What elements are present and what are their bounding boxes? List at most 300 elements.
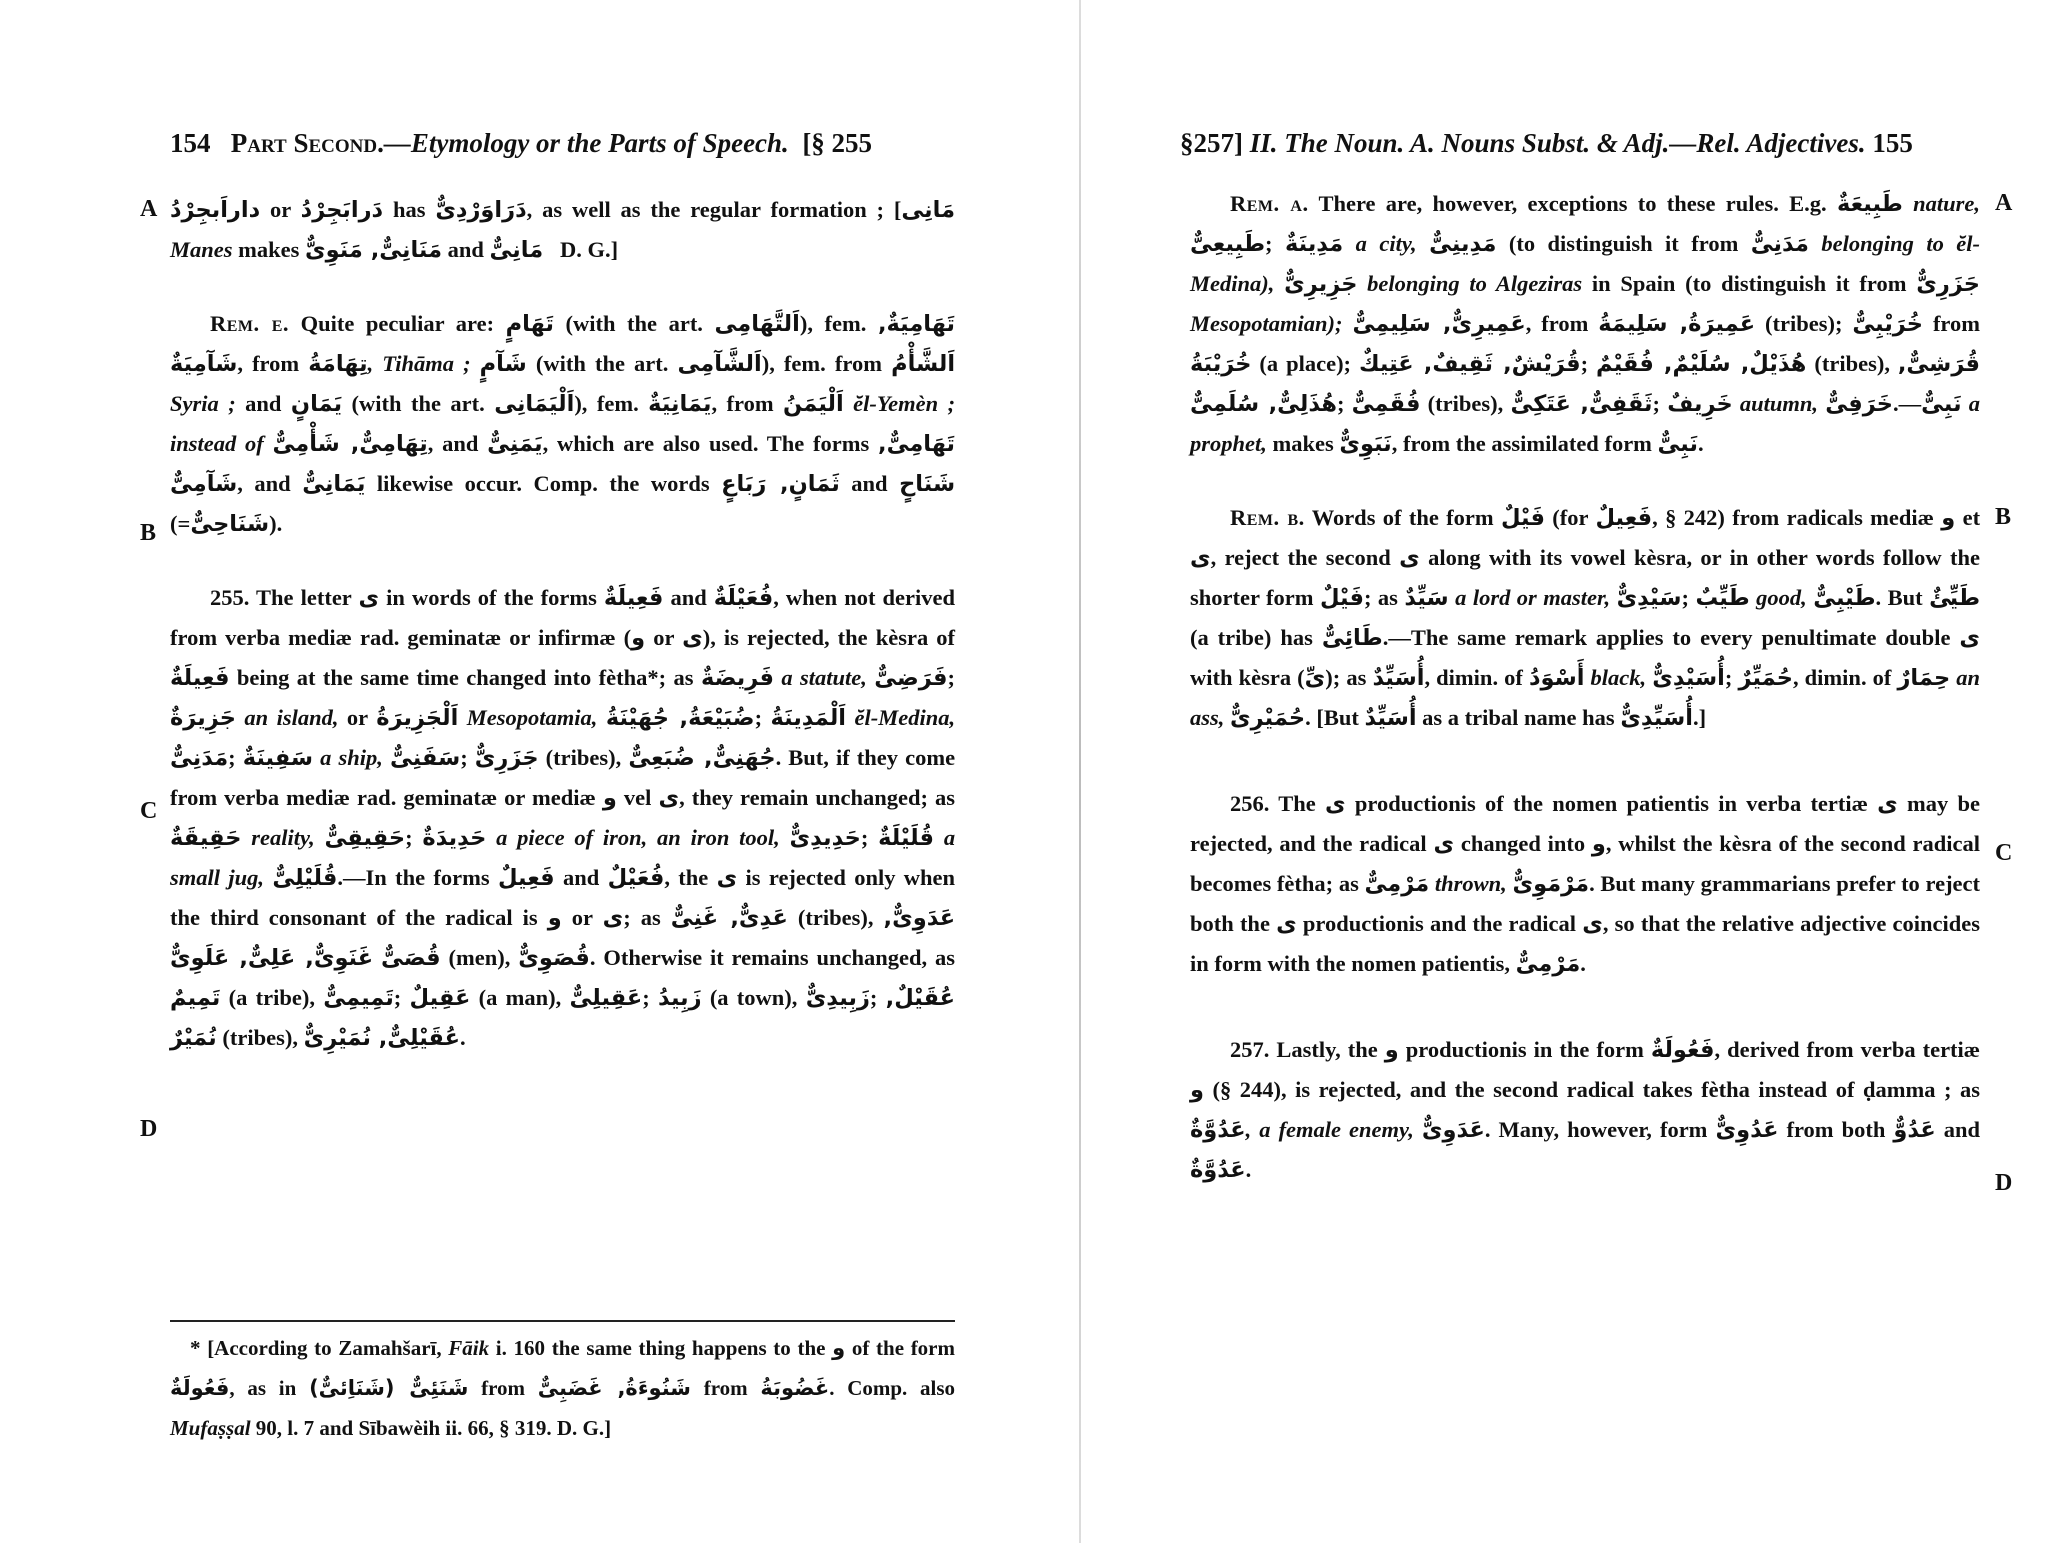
text: with kèsra ( <box>1190 665 1305 690</box>
arabic-word: مَرْمِىٌّ <box>1515 951 1581 977</box>
arabic-word: و <box>1941 505 1956 531</box>
arabic-word: دَرابَجِرْدُ <box>300 197 384 223</box>
text: . <box>460 1025 466 1050</box>
text: [ <box>893 197 902 222</box>
text: and <box>447 237 484 262</box>
text: . But many grammarians prefer to reject both the <box>1190 871 1981 936</box>
arabic-word: حَقِيقِىٌّ <box>324 825 406 851</box>
text: . <box>1580 951 1586 976</box>
arabic-word: تَهَامٍ <box>505 311 554 337</box>
arabic-word: اَلشَّآمِى <box>677 351 762 377</box>
arabic-word: ى <box>1582 911 1603 937</box>
text: . Comp. also <box>829 1376 956 1400</box>
arabic-word: حَقِيقَةٌ <box>170 825 242 851</box>
text: , <box>1525 311 1532 336</box>
arabic-word: ى <box>1399 545 1420 571</box>
text: , when not derived from verba mediæ rad. geminatæ or infirmæ ( <box>170 585 956 650</box>
margin-letter-d: D <box>1995 1170 2013 1196</box>
text: ; <box>393 985 402 1010</box>
text: ; <box>754 705 763 730</box>
text: , § 242) from radicals mediæ <box>1652 505 1934 530</box>
text: or <box>346 705 368 730</box>
section-257 <box>1190 1030 1980 1190</box>
margin-letter-a: A <box>1995 190 2013 216</box>
arabic-word: سَيِّدٌ <box>1404 585 1449 611</box>
text: may be rejected, and the radical <box>1190 791 1981 856</box>
arabic-word: جَزِيرِىٌّ <box>1284 271 1358 297</box>
arabic-word: جَزِيرَةٌ <box>170 705 236 731</box>
text: (a man), <box>478 985 562 1010</box>
text: . Many, however, form <box>1484 1117 1708 1142</box>
text: ), fem. <box>574 391 639 416</box>
arabic-word: مَرْمِىٌّ <box>1364 871 1430 897</box>
arabic-word: عُقَيْلٌ, نُمَيْرٌ <box>170 985 956 1051</box>
arabic-word: عَدُوِىٌّ <box>1715 1117 1779 1143</box>
text: ; <box>1681 585 1689 610</box>
remark-label: Rem. a. <box>1230 191 1309 216</box>
arabic-word: طَبِيعَةٌ <box>1836 191 1903 217</box>
text: good, <box>1756 585 1807 610</box>
arabic-word: نَبِىٌّ <box>1921 391 1962 417</box>
text: (men), <box>448 945 511 970</box>
arabic-word: خَرِيفٌ <box>1667 391 1733 417</box>
text: i. 160 the same thing happens to the <box>495 1336 826 1360</box>
text: thrown, <box>1434 871 1507 896</box>
text: ), fem. <box>799 311 867 336</box>
text: , a female enemy, <box>1245 1117 1414 1142</box>
text: changed into <box>1460 831 1586 856</box>
arabic-word: عَدِىٌّ, غَنِىٌّ <box>670 905 788 931</box>
text: or <box>571 905 593 930</box>
arabic-word: ىِّ <box>1304 665 1326 691</box>
head-section: [§ 255 <box>802 128 873 158</box>
arabic-word: مَدِينِىٌّ <box>1429 231 1497 257</box>
arabic-word: أُسَيِّدٌ <box>1372 665 1425 691</box>
text: . Otherwise it remains unchanged, as <box>589 945 956 970</box>
text: autumn, <box>1739 391 1819 416</box>
text: ); as <box>1325 665 1367 690</box>
text: has <box>392 197 426 222</box>
text: (tribes); <box>1765 311 1843 336</box>
text: from <box>834 351 882 376</box>
arabic-word: فَرَضِىٌّ <box>874 665 948 691</box>
arabic-word: عَدَوِىٌّ, غَنَوِىٌّ, عَلِىٌّ, عَلَوِىٌّ <box>170 905 956 971</box>
arabic-word: طَيِّبٌ <box>1695 585 1750 611</box>
text: , they remain unchanged; as <box>679 785 956 810</box>
arabic-word: تَمِيمِىٌّ <box>323 985 394 1011</box>
arabic-word: ى <box>1190 545 1211 571</box>
margin-letter-b: B <box>140 520 157 546</box>
text: belonging to ĕl-Medina), <box>1190 231 1981 296</box>
text: , dimin. of <box>1792 665 1892 690</box>
text: ; <box>1580 351 1589 376</box>
text: ; as <box>1363 585 1398 610</box>
text: . <box>1697 431 1704 456</box>
section-255 <box>170 578 955 1058</box>
arabic-word: خُرَيْبِىٌّ <box>1852 311 1924 337</box>
text: ; <box>642 985 650 1010</box>
arabic-word: عَمِيرِىٌّ, سَلِيمِىٌّ <box>1352 311 1526 337</box>
arabic-word: و <box>1190 1077 1204 1103</box>
text: being at the same time changed into fètha*; <box>236 665 667 690</box>
text: as a tribal name has <box>1422 705 1615 730</box>
text: , and <box>427 431 479 456</box>
arabic-word: فُعَيْلٌ <box>607 865 665 891</box>
text: , derived from verba tertiæ <box>1714 1037 1981 1062</box>
arabic-word: فَعِيلَةٌ <box>170 665 230 691</box>
arabic-word: و <box>547 905 562 931</box>
text: in words of the forms <box>386 585 597 610</box>
arabic-word: اَلْيَمَنُ <box>783 391 844 417</box>
section-256 <box>1190 784 1980 984</box>
text: Mesopotamia, <box>466 705 598 730</box>
arabic-word: طَيْبِىٌّ <box>1813 585 1876 611</box>
text: makes <box>1272 431 1334 456</box>
arabic-word: مَدَنِىٌّ <box>170 745 229 771</box>
text: Quite peculiar are: <box>300 311 495 336</box>
head-title: II. The Noun. A. Nouns Subst. & Adj.—Rel. Adjectives. <box>1249 128 1866 158</box>
text: ; <box>1724 665 1733 690</box>
arabic-word: و <box>1591 831 1606 857</box>
arabic-word: تَهَامِىٌّ, شَآمِىٌّ <box>170 431 956 497</box>
text: ĕl-Medina, <box>854 705 956 730</box>
text: ; <box>1652 391 1660 416</box>
arabic-word: خُرَيْبَةُ <box>1190 351 1252 377</box>
margin-letter-b: B <box>1995 504 2012 530</box>
arabic-word: ى <box>1324 791 1346 817</box>
remark-label: Rem. e. <box>210 311 290 336</box>
text: ; <box>947 665 956 690</box>
arabic-word: نَبَوِىٌّ <box>1339 431 1392 457</box>
text: ; <box>1336 391 1345 416</box>
arabic-word: مَانِى <box>901 197 955 223</box>
arabic-word: مَدَنِىٌّ <box>1750 231 1809 257</box>
footnote <box>170 1328 955 1448</box>
text: (for <box>1552 505 1589 530</box>
text: in Spain (to distinguish it from <box>1591 271 1907 296</box>
text: , from <box>711 391 774 416</box>
arabic-word: اَلْيَمَانِى <box>494 391 575 417</box>
head-part: Part Second. <box>230 128 384 158</box>
arabic-word: يَمَانِىٌّ <box>302 471 366 497</box>
text: , so that the relative adjective coincides in form with the nomen patientis, <box>1190 911 1980 976</box>
text: (a tribe) has <box>1190 625 1313 650</box>
text: likewise occur. Comp. the words <box>376 471 710 496</box>
text: as <box>673 665 694 690</box>
text: (tribes), <box>222 1025 298 1050</box>
arabic-word: طَيِّئٌ <box>1929 585 1981 611</box>
arabic-word: هُذَيْلٌ, سُلَيْمٌ, فُقَيْمٌ <box>1596 351 1807 377</box>
text: a lord or master, <box>1455 585 1611 610</box>
arabic-word: دَرَاوَرْدِىٌّ <box>435 197 527 223</box>
text: , Tihāma ; <box>367 351 471 376</box>
arabic-word: قُصَوِىٌّ <box>518 945 590 971</box>
arabic-word: قُلَيْلِىٌّ <box>272 865 338 891</box>
text: , as well as the regular formation ; <box>526 197 885 222</box>
text: reality, <box>251 825 315 850</box>
arabic-word: تِهَامَةُ <box>308 351 368 377</box>
left-running-head <box>170 128 872 159</box>
arabic-word: فَعِيلَةٌ <box>603 585 664 611</box>
arabic-word: فَيْلٌ <box>1500 505 1545 531</box>
arabic-word: عُقَيْلِىٌّ, نُمَيْرِىٌّ <box>303 1025 460 1051</box>
arabic-word: زَبِيدِىٌّ <box>805 985 870 1011</box>
arabic-word: ى <box>682 625 703 651</box>
text: ; <box>860 825 869 850</box>
text: There are, however, exceptions to these rules. <box>1318 191 1779 216</box>
arabic-word: قُرَشِىٌّ, هُذَلِىٌّ, سُلَمِىٌّ <box>1190 351 1981 417</box>
text: ; <box>869 985 878 1010</box>
text: ; <box>460 745 468 770</box>
text: et <box>1962 505 1981 530</box>
text: (with the art. <box>351 391 485 416</box>
arabic-word: اَلشَّأْمُ <box>891 351 956 377</box>
arabic-word: حُمَيِّرٌ <box>1738 665 1793 691</box>
arabic-word: ثَقَفِىٌّ, عَتَكِىٌّ <box>1510 391 1653 417</box>
arabic-word: عَدُوَّةٌ <box>1190 1157 1246 1183</box>
arabic-word: اَلْمَدِينَةُ <box>770 705 847 731</box>
text: (a tribe), <box>228 985 315 1010</box>
arabic-word: و <box>1384 1037 1399 1063</box>
text: (a town), <box>709 985 798 1010</box>
text: , dimin. of <box>1424 665 1523 690</box>
right-page <box>1110 0 2048 1543</box>
arabic-word: مَانِىٌّ <box>489 237 544 263</box>
text: a city, <box>1355 231 1417 256</box>
text: .—In the forms <box>337 865 490 890</box>
text: Manes <box>170 237 233 262</box>
arabic-word: ى <box>716 865 738 891</box>
arabic-word: طَائِىٌّ <box>1321 625 1383 651</box>
text: .] <box>1692 705 1707 730</box>
text: a prophet, <box>1190 391 1980 456</box>
text: an island, <box>244 705 339 730</box>
arabic-word: فُقَمِىٌّ <box>1351 391 1421 417</box>
arabic-word: ى <box>1877 791 1898 817</box>
arabic-word: داراَبجِرْدُ <box>170 197 261 223</box>
text: (§ 244), is rejected, and the second radical takes fètha instead of ḍamma ; as <box>1212 1077 1980 1102</box>
arabic-word: اَلتَّهَامِى <box>714 311 800 337</box>
text: . [But <box>1305 705 1359 730</box>
arabic-word: فَعُولَةٌ <box>170 1376 230 1400</box>
arabic-word: ى <box>1433 831 1455 857</box>
text: . But <box>1875 585 1923 610</box>
text: a small jug, <box>170 825 956 890</box>
arabic-word: قُصَىٌّ <box>380 945 441 971</box>
arabic-word: يَمَانٍ <box>290 391 343 417</box>
text: a statute, <box>781 665 867 690</box>
text: and <box>1943 1117 1981 1142</box>
text: Syria ; <box>170 391 236 416</box>
arabic-word: زَبِيدُ <box>657 985 702 1011</box>
text: ), is rejected, the kèsra of <box>702 625 956 650</box>
text: from <box>703 1376 748 1400</box>
arabic-word: و <box>832 1336 846 1360</box>
arabic-word: مَنَانِىٌّ, مَنَوِىٌّ <box>305 237 443 263</box>
text: from both <box>1786 1117 1886 1142</box>
arabic-word: عَقِيلٌ <box>409 985 471 1011</box>
section-number: 255. <box>210 585 250 610</box>
text: a piece of iron, an iron tool, <box>496 825 780 850</box>
text: . <box>1245 1157 1252 1182</box>
text: of the form <box>851 1336 955 1360</box>
arabic-word: قُلَيْلَةٌ <box>878 825 935 851</box>
text: (tribes), <box>545 745 622 770</box>
text: and <box>563 865 600 890</box>
remark-a <box>1190 184 1980 464</box>
remark-e <box>170 304 955 544</box>
text: E.g. <box>1789 191 1827 216</box>
arabic-word: تَهَامِيَةٌ, شَآمِيَةٌ <box>170 311 955 377</box>
text: . But, if they come from verba mediæ rad. geminatæ or mediæ <box>170 745 956 810</box>
text: nature, <box>1913 191 1981 216</box>
text: The letter <box>256 585 352 610</box>
text: vel <box>623 785 652 810</box>
arabic-word: ى <box>1276 911 1297 937</box>
text: The <box>1278 791 1316 816</box>
text: (with the art. <box>535 351 669 376</box>
text: ; <box>405 825 413 850</box>
text: and <box>245 391 282 416</box>
head-section: §257] <box>1180 128 1243 158</box>
text: from <box>1541 311 1589 336</box>
arabic-word: عَدُوٌّ <box>1893 1117 1936 1143</box>
text: , as in <box>229 1376 297 1400</box>
text: (tribes), <box>1814 351 1890 376</box>
text: and <box>670 585 707 610</box>
arabic-word: اَلْجَزِيرَةُ <box>376 705 459 731</box>
arabic-word: ضُبَيْعَةُ, جُهَيْنَةُ <box>605 705 755 731</box>
head-title: —Etymology or the Parts of Speech. <box>383 128 789 158</box>
text: (to distinguish it from <box>1508 231 1739 256</box>
text: Lastly, the <box>1276 1037 1378 1062</box>
arabic-word: عَدُوَّةٌ <box>1190 1117 1246 1143</box>
text: D. G.] <box>560 237 619 262</box>
arabic-word: تِهَامِىٌّ, شَأْمِىٌّ <box>272 431 428 457</box>
text: ; <box>1265 231 1273 256</box>
arabic-word: حَدِيدِىٌّ <box>789 825 861 851</box>
section-number: 256. <box>1230 791 1270 816</box>
arabic-word: يَمَانِيَةٌ <box>648 391 712 417</box>
text: (= <box>170 511 191 536</box>
arabic-word: سَفِينَةٌ <box>242 745 314 771</box>
arabic-word: أُسَيِّدِىٌّ <box>1620 705 1693 731</box>
arabic-word: مَرْمَوِىٌّ <box>1512 871 1590 897</box>
arabic-word: شَآمٍ <box>479 351 527 377</box>
margin-letter-c: C <box>1995 840 2013 866</box>
arabic-word: سَيْدِىٌّ <box>1616 585 1682 611</box>
arabic-word: قُرَيْشٌ, ثَقِيفٌ, عَتِيكٌ <box>1358 351 1581 377</box>
arabic-word: فَعُولَةٌ <box>1650 1037 1715 1063</box>
left-text-block <box>170 190 955 1092</box>
arabic-word: حُمَيْرِىٌّ <box>1230 705 1306 731</box>
text: from <box>1932 311 1981 336</box>
text: productionis of the nomen patientis in verba tertiæ <box>1354 791 1868 816</box>
remark-b <box>1190 498 1980 738</box>
arabic-word: فُعَيْلَةٌ <box>713 585 774 611</box>
text: , from the assimilated form <box>1391 431 1652 456</box>
arabic-word: يَمَنِىٌّ <box>487 431 543 457</box>
book-gutter <box>1079 0 1081 1543</box>
text: Words of the form <box>1311 505 1494 530</box>
right-running-head <box>1180 128 1913 159</box>
text: * [According to Zamahšarī, <box>190 1336 442 1360</box>
text: , whilst the kèsra of the second radical becomes fètha; as <box>1190 831 1981 896</box>
arabic-word: جَزَرِىٌّ <box>474 745 539 771</box>
arabic-word: مَدِينَةٌ <box>1284 231 1344 257</box>
arabic-word: أُسَيْدِىٌّ <box>1652 665 1725 691</box>
text: an ass, <box>1190 665 1981 730</box>
remark-label: Rem. b. <box>1230 505 1305 530</box>
text: belonging to Algeziras <box>1367 271 1583 296</box>
arabic-word: طَبِيعِىٌّ <box>1190 231 1266 257</box>
text: ; as <box>623 905 661 930</box>
page-number: 154 <box>170 128 211 158</box>
text: ; <box>228 745 236 770</box>
text: or <box>269 197 291 222</box>
text: productionis and the radical <box>1302 911 1577 936</box>
arabic-word: عَقِيلِىٌّ <box>569 985 643 1011</box>
text: black, <box>1590 665 1647 690</box>
text: and <box>851 471 888 496</box>
margin-letter-a: A <box>140 196 158 222</box>
arabic-word: غَضُوبَةُ <box>760 1376 830 1400</box>
text: from <box>481 1376 526 1400</box>
paragraph-a <box>170 190 955 270</box>
text: (a place); <box>1259 351 1352 376</box>
arabic-word: شَنَاحٍ <box>899 471 956 497</box>
arabic-word: جَزَرِىٌّ <box>1916 271 1981 297</box>
arabic-word: فَعِيلٌ <box>1595 505 1653 531</box>
margin-letter-c: C <box>140 798 158 824</box>
arabic-word: أُسَيِّدٌ <box>1364 705 1417 731</box>
text: (with the art. <box>565 311 703 336</box>
text: ), fem. <box>761 351 826 376</box>
text: (tribes), <box>797 905 874 930</box>
arabic-word: حَدِيدَةٌ <box>422 825 487 851</box>
arabic-word: شَنَئِىٌّ (شَنَاِئىٌّ) <box>309 1376 469 1400</box>
text: productionis in the form <box>1405 1037 1644 1062</box>
text: , the <box>664 865 709 890</box>
text: is rejected only when the third consonant of the radical is <box>170 865 956 930</box>
text: Mesopotamian); <box>1190 311 1343 336</box>
footnote-rule <box>170 1320 955 1322</box>
text: Mufaṣṣal <box>170 1416 251 1440</box>
text: makes <box>238 237 300 262</box>
arabic-word: فَرِيضَةٌ <box>700 665 774 691</box>
text: , and <box>237 471 291 496</box>
arabic-word: و <box>631 625 646 651</box>
arabic-word: شَنُوءَةُ, غَضَبِىٌّ <box>537 1376 691 1400</box>
arabic-word: نَبِىٌّ <box>1657 431 1698 457</box>
text: , reject the second <box>1210 545 1391 570</box>
text: ). <box>269 511 283 536</box>
text: , which are also used. The forms <box>542 431 870 456</box>
arabic-word: فَيْلٌ <box>1319 585 1364 611</box>
arabic-word: خَرَفِىٌّ <box>1825 391 1893 417</box>
arabic-word: عَدَوِىٌّ <box>1421 1117 1485 1143</box>
arabic-word: ى <box>602 905 624 931</box>
page-number: 155 <box>1872 128 1913 158</box>
text: a ship, <box>320 745 383 770</box>
arabic-word: ى <box>1959 625 1981 651</box>
text: Fāik <box>448 1336 490 1360</box>
arabic-word: فَعِيلٌ <box>497 865 555 891</box>
section-number: 257. <box>1230 1037 1270 1062</box>
text: 90, l. 7 and Sībawèih ii. 66, § 319. D. G.] <box>255 1416 612 1440</box>
arabic-word: حِمَارٌ <box>1897 665 1951 691</box>
text: along with its vowel kèsra, or in other words follow the shorter form <box>1190 545 1981 610</box>
